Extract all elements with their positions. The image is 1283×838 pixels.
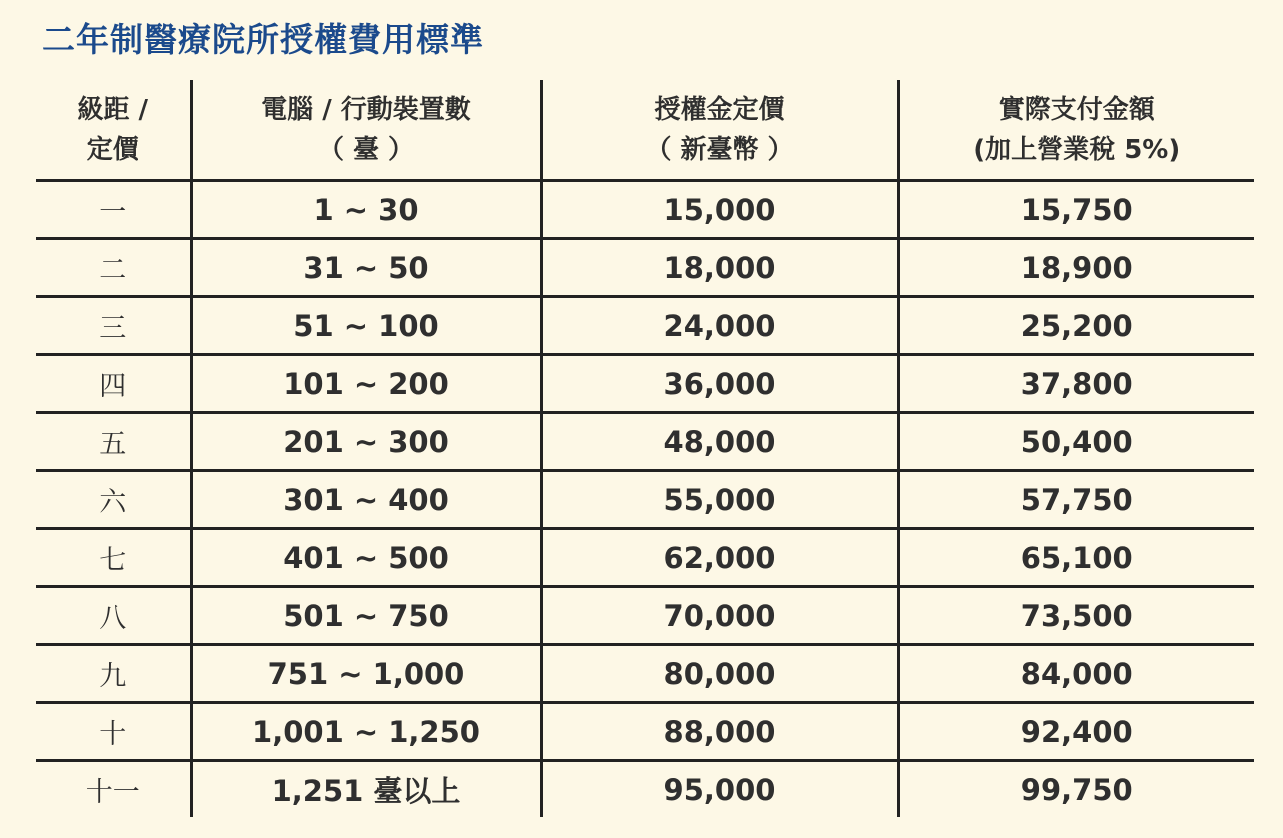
cell-devices: 1 ~ 30 bbox=[191, 181, 541, 239]
header-grade bbox=[36, 80, 191, 181]
table-row bbox=[36, 413, 1254, 471]
header-devices bbox=[191, 80, 541, 181]
header-devices-line2: （ 臺 ） bbox=[317, 134, 415, 165]
cell-grade: 四 bbox=[36, 355, 191, 413]
cell-devices: 31 ~ 50 bbox=[191, 239, 541, 297]
cell-devices: 101 ~ 200 bbox=[191, 355, 541, 413]
table-row bbox=[36, 529, 1254, 587]
cell-price: 88,000 bbox=[541, 703, 898, 761]
cell-price: 55,000 bbox=[541, 471, 898, 529]
cell-paid: 18,900 bbox=[898, 239, 1254, 297]
cell-paid: 25,200 bbox=[898, 297, 1254, 355]
table-row bbox=[36, 587, 1254, 645]
cell-devices: 401 ~ 500 bbox=[191, 529, 541, 587]
cell-devices: 51 ~ 100 bbox=[191, 297, 541, 355]
cell-grade: 六 bbox=[36, 471, 191, 529]
cell-price: 95,000 bbox=[541, 761, 898, 818]
cell-grade: 十一 bbox=[85, 777, 140, 808]
table-row bbox=[36, 239, 1254, 297]
table-row bbox=[36, 761, 1254, 818]
header-grade-line2: 定價 bbox=[86, 134, 139, 165]
cell-grade: 三 bbox=[36, 297, 191, 355]
page-title: 二年制醫療院所授權費用標準 bbox=[42, 20, 484, 59]
cell-devices: 501 ~ 750 bbox=[191, 587, 541, 645]
cell-paid: 84,000 bbox=[898, 645, 1254, 703]
license-fee-table bbox=[36, 80, 1254, 817]
cell-devices: 1,001 ~ 1,250 bbox=[191, 703, 541, 761]
cell-grade: 七 bbox=[36, 529, 191, 587]
cell-devices: 301 ~ 400 bbox=[191, 471, 541, 529]
table-row bbox=[36, 645, 1254, 703]
cell-price: 36,000 bbox=[541, 355, 898, 413]
cell-paid: 92,400 bbox=[898, 703, 1254, 761]
cell-grade: 八 bbox=[36, 587, 191, 645]
header-paid-line2: (加上營業稅 5%) bbox=[973, 134, 1181, 165]
cell-paid: 15,750 bbox=[898, 181, 1254, 239]
table-row bbox=[36, 703, 1254, 761]
cell-price: 80,000 bbox=[541, 645, 898, 703]
cell-grade: 九 bbox=[36, 645, 191, 703]
header-paid bbox=[898, 80, 1254, 181]
table-row bbox=[36, 181, 1254, 239]
cell-grade: 五 bbox=[36, 413, 191, 471]
cell-price: 70,000 bbox=[541, 587, 898, 645]
cell-grade: 一 bbox=[36, 181, 191, 239]
cell-price: 48,000 bbox=[541, 413, 898, 471]
cell-paid: 99,750 bbox=[898, 761, 1254, 818]
cell-devices: 751 ~ 1,000 bbox=[191, 645, 541, 703]
table-row bbox=[36, 471, 1254, 529]
cell-devices: 201 ~ 300 bbox=[191, 413, 541, 471]
table-body bbox=[36, 181, 1254, 818]
cell-devices: 1,251 臺以上 bbox=[191, 761, 541, 818]
table-row bbox=[36, 297, 1254, 355]
cell-price: 62,000 bbox=[541, 529, 898, 587]
cell-paid: 57,750 bbox=[898, 471, 1254, 529]
cell-price: 15,000 bbox=[541, 181, 898, 239]
table-row bbox=[36, 355, 1254, 413]
header-devices-line1: 電腦 / 行動裝置數 bbox=[261, 94, 471, 125]
cell-price: 18,000 bbox=[541, 239, 898, 297]
cell-grade: 十 bbox=[36, 703, 191, 761]
header-price-line1: 授權金定價 bbox=[654, 94, 785, 125]
header-price-line2: （ 新臺幣 ） bbox=[645, 134, 794, 165]
cell-grade: 二 bbox=[36, 239, 191, 297]
cell-paid: 37,800 bbox=[898, 355, 1254, 413]
cell-price: 24,000 bbox=[541, 297, 898, 355]
header-price bbox=[541, 80, 898, 181]
header-paid-line1: 實際支付金額 bbox=[998, 94, 1155, 125]
header-grade-line1: 級距 / bbox=[77, 94, 149, 125]
cell-paid: 50,400 bbox=[898, 413, 1254, 471]
header-row bbox=[36, 80, 1254, 181]
cell-paid: 65,100 bbox=[898, 529, 1254, 587]
cell-paid: 73,500 bbox=[898, 587, 1254, 645]
